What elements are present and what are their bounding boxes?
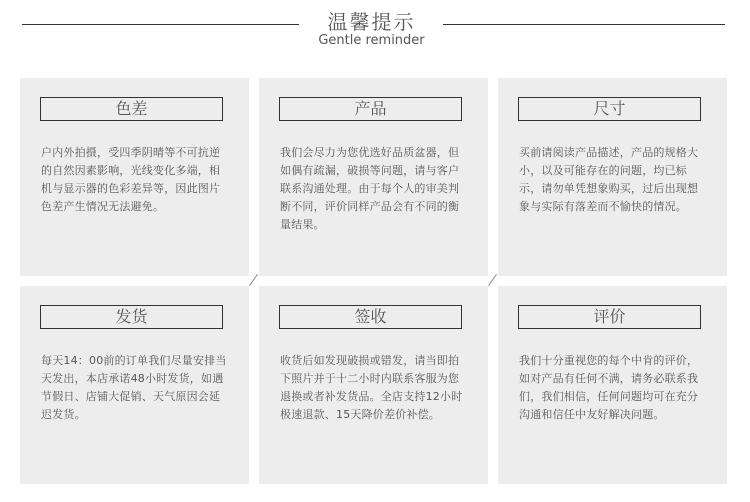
page-title: 温馨提示 (327, 10, 416, 34)
decorative-divider-slash (249, 274, 258, 286)
header (0, 0, 750, 60)
card-text: 收货后如发现破损或错发，请当即拍下照片并于十二小时内联系客服为您退换或者补发货品。全店支持12小时极速退款、15天降价差价补偿。 (280, 354, 463, 421)
card-label: 尺寸 (518, 97, 701, 121)
card-text: 我们十分重视您的每个中肯的评价，如对产品有任何不满，请务必联系我们，我们相信，任何问题均可在充分沟通和信任中友好解决问题。 (519, 354, 699, 421)
card-label: 评价 (518, 305, 701, 329)
card-color-difference (20, 78, 249, 276)
card-text: 买前请阅读产品描述，产品的规格大小，以及可能存在的问题，均已标示，请勿单凭想象购买，过后出现想象与实际有落差而不愉快的情况。 (519, 146, 699, 213)
card-size (498, 78, 727, 276)
card-label: 签收 (279, 305, 462, 329)
card-receipt (259, 286, 488, 484)
card-text: 户内外拍摄，受四季阴晴等不可抗逆的自然因素影响，光线变化多端，相机与显示器的色彩差异等，因此图片色差产生情况无法避免。 (41, 146, 221, 213)
decorative-divider-slash (488, 274, 497, 286)
card-review (498, 286, 727, 484)
card-text: 每天14：00前的订单我们尽量安排当天发出，本店承诺48小时发货，如遇节假日、店铺大促销、天气原因会延迟发货。 (41, 354, 227, 421)
card-product (259, 78, 488, 276)
card-label: 发货 (40, 305, 223, 329)
header-divider-left (22, 24, 299, 25)
card-label: 产品 (279, 97, 462, 121)
card-text: 我们会尽力为您优选好品质盆器，但如偶有疏漏，破损等问题，请与客户联系沟通处理。由于每个人的审美判断不同，评价同样产品会有不同的衡量结果。 (280, 146, 460, 231)
header-divider-right (443, 24, 725, 25)
page-subtitle: Gentle reminder (318, 33, 425, 48)
card-shipping (20, 286, 249, 484)
card-label: 色差 (40, 97, 223, 121)
